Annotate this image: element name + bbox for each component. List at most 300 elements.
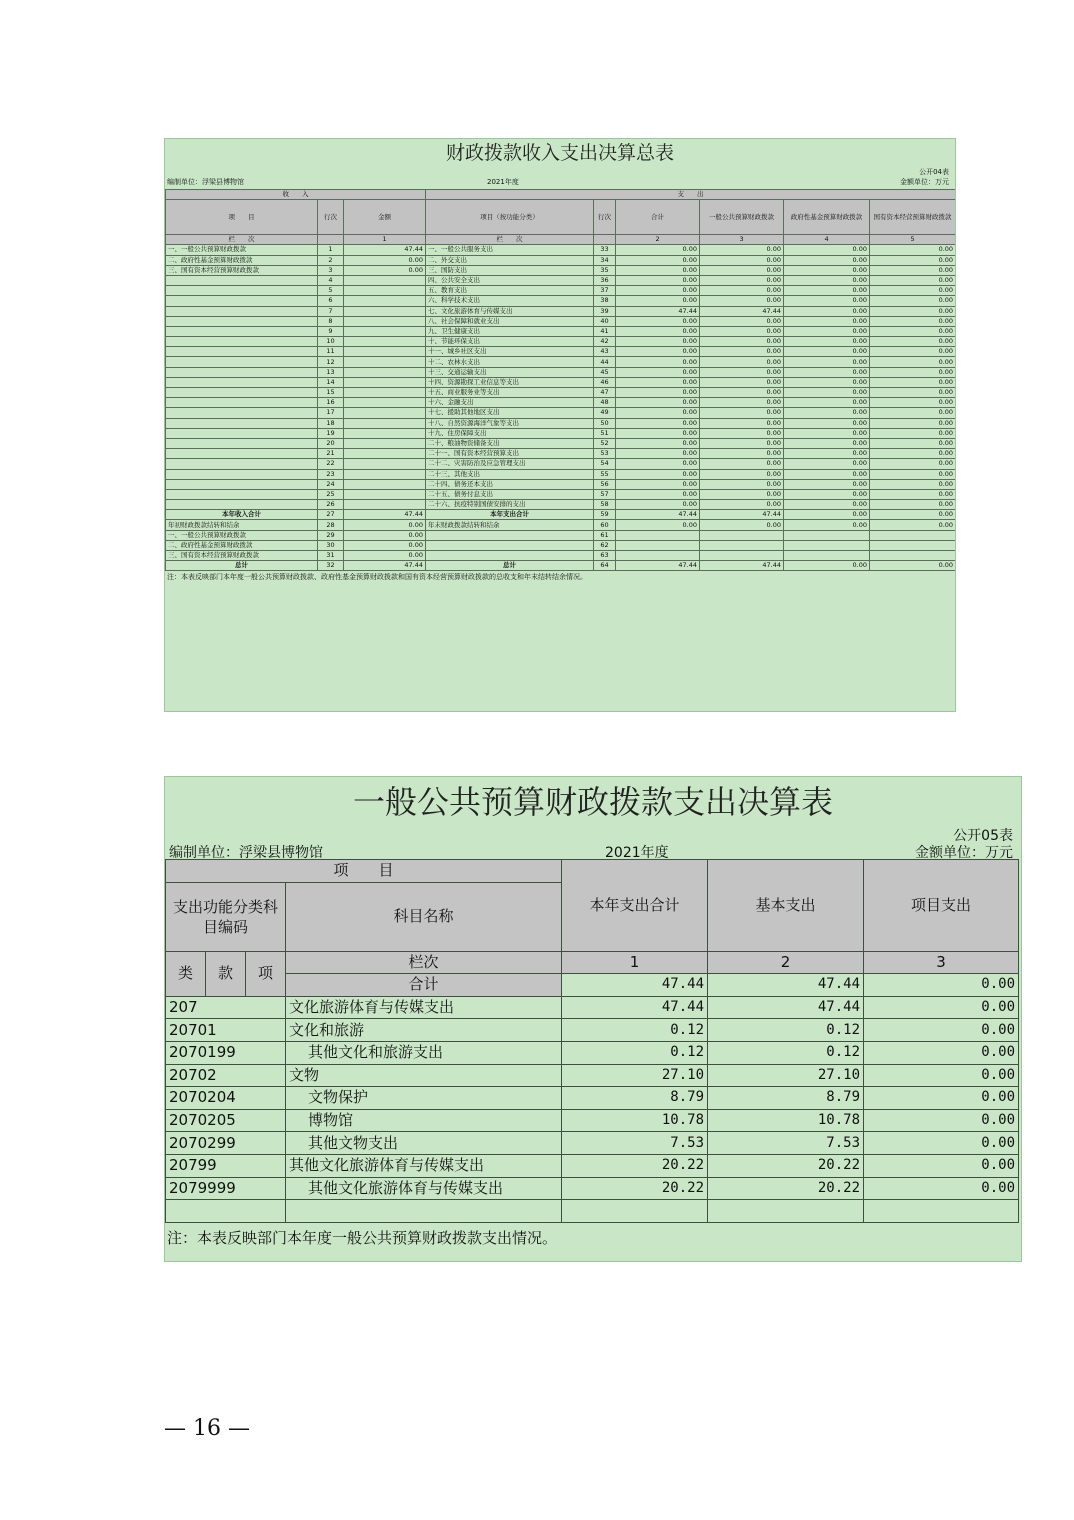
table1-cell-expense-fund <box>784 530 870 540</box>
table1-cell-expense-state: 0.00 <box>870 510 956 520</box>
table1-cell-income-amount: 0.00 <box>344 265 426 275</box>
table1-cell-expense-fund: 0.00 <box>784 438 870 448</box>
table1-cell-expense-total: 0.00 <box>616 337 700 347</box>
table1-cell-income-amount <box>344 275 426 285</box>
table1-cell-expense-item: 三、国防支出 <box>426 265 594 275</box>
table2-sum-total: 47.44 <box>562 974 708 997</box>
table2-cell-total: 20.22 <box>562 1154 708 1177</box>
table1-cell-expense-general: 0.00 <box>700 449 784 459</box>
table1-row <box>166 438 956 448</box>
table1-total-header: 合计 <box>616 200 700 235</box>
table2-cell-project: 0.00 <box>864 1087 1019 1110</box>
table1-row <box>166 265 956 275</box>
table1-row <box>166 357 956 367</box>
table1-row <box>166 469 956 479</box>
table1-cell-expense-fund: 0.00 <box>784 428 870 438</box>
table1-cell-expense-item: 七、文化旅游体育与传媒支出 <box>426 306 594 316</box>
table2-col-row <box>166 951 1019 974</box>
table1-cell-income-amount <box>344 296 426 306</box>
table2-cell-name: 博物馆 <box>286 1109 562 1132</box>
table1-cell-expense-item: 十五、商业服务业等支出 <box>426 388 594 398</box>
table1-row <box>166 388 956 398</box>
table1-cell-expense-line: 38 <box>594 296 616 306</box>
table1-item-header: 项 目 <box>166 200 318 235</box>
table2-cell-basic: 0.12 <box>708 1019 864 1042</box>
table1-cell-expense-total: 0.00 <box>616 245 700 255</box>
table1-cell-expense-item: 二十、粮油物资储备支出 <box>426 438 594 448</box>
table1-cell-expense-general <box>700 540 784 550</box>
table2-amount-unit: 金额单位：万元 <box>915 845 1013 861</box>
table1-cell-income-item <box>166 306 318 316</box>
table1-cell-income-amount <box>344 438 426 448</box>
table2-cell-total: 47.44 <box>562 996 708 1019</box>
table1-cell-expense-general: 0.00 <box>700 459 784 469</box>
table1-cell-expense-general: 0.00 <box>700 265 784 275</box>
table2-cell-project: 0.00 <box>864 1154 1019 1177</box>
table1-row <box>166 316 956 326</box>
table1-meta <box>165 167 955 189</box>
table1-cell-expense-item: 二十六、抗疫特别国债安排的支出 <box>426 500 594 510</box>
table2-cell-total: 27.10 <box>562 1064 708 1087</box>
table2-cell-basic: 0.12 <box>708 1041 864 1064</box>
table1-expense-header: 支 出 <box>426 190 956 200</box>
table1-cell-expense-line: 49 <box>594 408 616 418</box>
table1-cell-expense-total: 0.00 <box>616 459 700 469</box>
table1-row <box>166 459 956 469</box>
table1-state-header: 国有资本经营预算财政拨款 <box>870 200 956 235</box>
table2-cell-name: 文化旅游体育与传媒支出 <box>286 996 562 1019</box>
table1-cell-expense-general: 0.00 <box>700 347 784 357</box>
table1-cell-expense-line: 52 <box>594 438 616 448</box>
table1-cell-expense-state: 0.00 <box>870 438 956 448</box>
table1-cell-expense-general: 0.00 <box>700 316 784 326</box>
table1-amount-header: 金额 <box>344 200 426 235</box>
table1-cell-income-item <box>166 367 318 377</box>
table2-cell-code: 20702 <box>166 1064 286 1087</box>
table1-cell-expense-line: 58 <box>594 500 616 510</box>
table1-cell-income-item <box>166 377 318 387</box>
table1-cell-expense-item: 二十一、国有资本经营预算支出 <box>426 449 594 459</box>
table1-row <box>166 255 956 265</box>
table1-cell-expense-total: 0.00 <box>616 520 700 530</box>
table1-cell-expense-fund: 0.00 <box>784 316 870 326</box>
table1-cell-expense-state <box>870 540 956 550</box>
table2-cell-name: 文物保护 <box>286 1087 562 1110</box>
table1-col-num: 3 <box>700 235 784 245</box>
table1-cell-expense-state: 0.00 <box>870 428 956 438</box>
table2-cell-blank <box>286 1200 562 1223</box>
table1-cell-expense-fund: 0.00 <box>784 296 870 306</box>
table1-cell-income-item <box>166 357 318 367</box>
table1-cell-expense-total: 0.00 <box>616 388 700 398</box>
table1-cell-income-item <box>166 286 318 296</box>
table1-cell-income-item <box>166 489 318 499</box>
table1-cell-income-item <box>166 479 318 489</box>
table1-cell-expense-total: 47.44 <box>616 306 700 316</box>
table1-cell-expense-item: 十二、农林水支出 <box>426 357 594 367</box>
table2-row <box>166 1109 1019 1132</box>
table1-cell-expense-line: 36 <box>594 275 616 285</box>
table1-cell-expense-item: 十三、交通运输支出 <box>426 367 594 377</box>
table1-cell-expense-state: 0.00 <box>870 296 956 306</box>
table1-cell-income-line: 15 <box>318 388 344 398</box>
table1-cell-income-line: 13 <box>318 367 344 377</box>
table1-cell-expense-fund: 0.00 <box>784 255 870 265</box>
table1-cell-expense-total: 47.44 <box>616 510 700 520</box>
table1-form-code: 公开04表 <box>919 168 949 176</box>
table2-header-row-1 <box>166 860 1019 883</box>
table1-cell-income-line: 21 <box>318 449 344 459</box>
table1-cell-income-amount: 0.00 <box>344 551 426 561</box>
table1-row <box>166 489 956 499</box>
table1-cell-expense-general: 0.00 <box>700 479 784 489</box>
table1-row <box>166 530 956 540</box>
table1-cell-income-amount <box>344 500 426 510</box>
table1-cell-expense-item: 二、外交支出 <box>426 255 594 265</box>
table1-row <box>166 398 956 408</box>
table1-row <box>166 561 956 571</box>
table1-cell-income-line: 17 <box>318 408 344 418</box>
table2-cell-code: 2079999 <box>166 1177 286 1200</box>
table1-cell-income-item <box>166 459 318 469</box>
table1-cell-expense-general: 0.00 <box>700 489 784 499</box>
table1-cell-income-line: 23 <box>318 469 344 479</box>
table1-cell-expense-item: 年末财政拨款结转和结余 <box>426 520 594 530</box>
table1-cell-expense-general: 47.44 <box>700 306 784 316</box>
table1-cell-expense-line: 44 <box>594 357 616 367</box>
table1-header-row-1 <box>166 190 956 200</box>
table1-cell-expense-state: 0.00 <box>870 286 956 296</box>
table1-cell-income-item <box>166 469 318 479</box>
table2-sum-basic: 47.44 <box>708 974 864 997</box>
table1-cell-income-item: 一、一般公共预算财政拨款 <box>166 245 318 255</box>
table1-cell-income-item <box>166 418 318 428</box>
table1-cell-expense-state: 0.00 <box>870 408 956 418</box>
table1-cell-expense-line: 41 <box>594 326 616 336</box>
table1-cell-income-item: 年初财政拨款结转和结余 <box>166 520 318 530</box>
table1-cell-expense-fund: 0.00 <box>784 510 870 520</box>
table1-cell-expense-item: 十一、城乡社区支出 <box>426 347 594 357</box>
table1-cell-income-line: 14 <box>318 377 344 387</box>
table1-col-num: 2 <box>616 235 700 245</box>
table1-cell-income-item: 三、国有资本经营预算财政拨款 <box>166 265 318 275</box>
table2-cell-basic: 20.22 <box>708 1177 864 1200</box>
table1-cell-income-line: 27 <box>318 510 344 520</box>
table1-cell-expense-general: 0.00 <box>700 500 784 510</box>
table1-line-header-2: 行次 <box>594 200 616 235</box>
table2-row <box>166 1177 1019 1200</box>
table1-cell-expense-state <box>870 551 956 561</box>
table1-cell-expense-total: 0.00 <box>616 398 700 408</box>
table1-cell-expense-line: 63 <box>594 551 616 561</box>
table1-cell-income-line: 19 <box>318 428 344 438</box>
table1-cell-expense-state: 0.00 <box>870 398 956 408</box>
table1-cell-income-amount <box>344 357 426 367</box>
table1-row <box>166 540 956 550</box>
table1-cell-expense-fund: 0.00 <box>784 286 870 296</box>
table1-cell-income-item: 三、国有资本经营预算财政拨款 <box>166 551 318 561</box>
table2-cell-project: 0.00 <box>864 1177 1019 1200</box>
table1-cell-expense-state: 0.00 <box>870 337 956 347</box>
table1-cell-income-item: 总计 <box>166 561 318 571</box>
table2-row <box>166 1041 1019 1064</box>
table1-cell-income-line: 31 <box>318 551 344 561</box>
table1-cell-income-item <box>166 428 318 438</box>
table1-cell-expense-general: 0.00 <box>700 418 784 428</box>
table1-cell-expense-line: 48 <box>594 398 616 408</box>
table1-cell-expense-total: 0.00 <box>616 255 700 265</box>
table1-cell-expense-general: 0.00 <box>700 326 784 336</box>
table1-cell-expense-state: 0.00 <box>870 459 956 469</box>
table1-cell-expense-line: 60 <box>594 520 616 530</box>
table1-cell-income-amount: 47.44 <box>344 561 426 571</box>
table1-cell-expense-line: 59 <box>594 510 616 520</box>
table1-cell-expense-total: 0.00 <box>616 347 700 357</box>
table1-row <box>166 408 956 418</box>
table1-cell-income-amount <box>344 326 426 336</box>
table1-cell-expense-total: 0.00 <box>616 326 700 336</box>
table2-cell-blank <box>864 1200 1019 1223</box>
table2-lei-header: 类 <box>166 951 206 996</box>
table1-cell-expense-line: 54 <box>594 459 616 469</box>
table1-cell-expense-state: 0.00 <box>870 275 956 285</box>
table1-cell-expense-general: 0.00 <box>700 255 784 265</box>
table1-cell-income-amount: 0.00 <box>344 255 426 265</box>
table1-cell-expense-general: 0.00 <box>700 357 784 367</box>
table1-cell-income-line: 4 <box>318 275 344 285</box>
table2-col-num: 3 <box>864 951 1019 974</box>
table1-cell-income-amount <box>344 377 426 387</box>
table1-cell-expense-general: 0.00 <box>700 438 784 448</box>
table1-cell-income-item <box>166 337 318 347</box>
table1-row <box>166 286 956 296</box>
table1-cell-income-line: 22 <box>318 459 344 469</box>
table2-cell-project: 0.00 <box>864 1019 1019 1042</box>
table1-cell-income-amount <box>344 479 426 489</box>
table1-cell-income-line: 18 <box>318 418 344 428</box>
table1-row <box>166 296 956 306</box>
table1-year: 2021年度 <box>487 178 519 186</box>
table1-cell-income-amount <box>344 306 426 316</box>
table1-cell-income-amount: 0.00 <box>344 530 426 540</box>
table1-cell-expense-line: 40 <box>594 316 616 326</box>
table1-cell-income-item <box>166 316 318 326</box>
table1-cell-expense-item: 二十五、债务付息支出 <box>426 489 594 499</box>
table2-meta <box>165 825 1021 859</box>
table1-cell-income-item <box>166 296 318 306</box>
table1-cell-expense-total: 0.00 <box>616 357 700 367</box>
table1-col-empty <box>318 235 344 245</box>
table1-cell-income-item <box>166 388 318 398</box>
table2-cell-blank <box>166 1200 286 1223</box>
table2-row <box>166 1154 1019 1177</box>
table1-row <box>166 337 956 347</box>
table1-cell-income-line: 3 <box>318 265 344 275</box>
table1-cell-expense-state: 0.00 <box>870 265 956 275</box>
table1-cell-income-amount <box>344 347 426 357</box>
table1-cell-expense-state: 0.00 <box>870 255 956 265</box>
table1-cell-expense-fund: 0.00 <box>784 561 870 571</box>
table1-cell-expense-state: 0.00 <box>870 520 956 530</box>
table1-cell-expense-item: 总计 <box>426 561 594 571</box>
table1-cell-expense-fund: 0.00 <box>784 337 870 347</box>
table2-item-header: 项 目 <box>166 860 562 883</box>
table2-total-header: 本年支出合计 <box>562 860 708 952</box>
table1-header-row-2 <box>166 200 956 235</box>
table1-cell-income-item <box>166 347 318 357</box>
table1-cell-expense-total: 0.00 <box>616 286 700 296</box>
table1-cell-expense-state: 0.00 <box>870 326 956 336</box>
table2-title: 一般公共预算财政拨款支出决算表 <box>352 783 833 821</box>
table2-cell-name: 其他文化和旅游支出 <box>286 1041 562 1064</box>
table2-cell-blank <box>562 1200 708 1223</box>
table1-cell-expense-state: 0.00 <box>870 479 956 489</box>
table1-cell-income-amount: 47.44 <box>344 245 426 255</box>
table1-cell-income-amount <box>344 408 426 418</box>
table1-cell-income-line: 25 <box>318 489 344 499</box>
table2-cell-project: 0.00 <box>864 1132 1019 1155</box>
table2-grid <box>165 859 1019 1223</box>
table2-name-header: 科目名称 <box>286 882 562 951</box>
table2-sum-project: 0.00 <box>864 974 1019 997</box>
table1-cell-expense-line: 46 <box>594 377 616 387</box>
table1-cell-income-item: 二、政府性基金预算财政拨款 <box>166 540 318 550</box>
table1-row <box>166 551 956 561</box>
table1-cell-expense-state: 0.00 <box>870 367 956 377</box>
table1-row <box>166 428 956 438</box>
table1-cell-expense-state: 0.00 <box>870 316 956 326</box>
table1-cell-income-line: 29 <box>318 530 344 540</box>
table1-cell-expense-line: 34 <box>594 255 616 265</box>
table1-cell-expense-total: 0.00 <box>616 296 700 306</box>
page-number: — 16 — <box>164 1416 250 1441</box>
table1-cell-expense-item: 六、科学技术支出 <box>426 296 594 306</box>
table2-col-num: 1 <box>562 951 708 974</box>
table1-cell-expense-line: 43 <box>594 347 616 357</box>
table1-cell-expense-general: 47.44 <box>700 510 784 520</box>
table1-cell-expense-fund: 0.00 <box>784 275 870 285</box>
table1-cell-expense-line: 39 <box>594 306 616 316</box>
table1-fund-header: 政府性基金预算财政拨款 <box>784 200 870 235</box>
table1-col-num: 5 <box>870 235 956 245</box>
table1-cell-expense-general: 0.00 <box>700 286 784 296</box>
table1-col-num: 1 <box>344 235 426 245</box>
table1-cell-income-line: 32 <box>318 561 344 571</box>
table1-cell-expense-fund: 0.00 <box>784 469 870 479</box>
table1-row <box>166 418 956 428</box>
table1-cell-income-amount <box>344 428 426 438</box>
table1-cell-expense-general: 47.44 <box>700 561 784 571</box>
table1-cell-expense-fund: 0.00 <box>784 265 870 275</box>
general-budget-sheet <box>164 776 1022 1262</box>
table2-form-code: 公开05表 <box>953 828 1013 844</box>
table1-col-label: 栏 次 <box>166 235 318 245</box>
table1-cell-expense-item: 一、一般公共服务支出 <box>426 245 594 255</box>
table1-cell-expense-fund: 0.00 <box>784 347 870 357</box>
table2-cell-code: 207 <box>166 996 286 1019</box>
table1-cell-income-line: 24 <box>318 479 344 489</box>
table2-cell-basic: 20.22 <box>708 1154 864 1177</box>
table2-cell-total: 0.12 <box>562 1041 708 1064</box>
table1-cell-income-item <box>166 398 318 408</box>
table1-cell-income-amount <box>344 286 426 296</box>
table1-cell-income-line: 30 <box>318 540 344 550</box>
table1-cell-income-line: 8 <box>318 316 344 326</box>
table1-cell-expense-line: 61 <box>594 530 616 540</box>
table1-row <box>166 245 956 255</box>
table1-cell-income-item <box>166 326 318 336</box>
table2-sum-label: 合计 <box>286 974 562 997</box>
table1-col-label-2: 栏 次 <box>426 235 594 245</box>
table1-row <box>166 326 956 336</box>
table1-title: 财政拨款收入支出决算总表 <box>445 142 674 164</box>
table1-cell-expense-item: 九、卫生健康支出 <box>426 326 594 336</box>
table2-cell-basic: 27.10 <box>708 1064 864 1087</box>
table2-cell-code: 20701 <box>166 1019 286 1042</box>
table1-cell-expense-fund: 0.00 <box>784 377 870 387</box>
table1-row <box>166 367 956 377</box>
table1-cell-expense-general <box>700 551 784 561</box>
table1-cell-expense-general: 0.00 <box>700 367 784 377</box>
table1-cell-expense-item <box>426 530 594 540</box>
table1-cell-income-item <box>166 500 318 510</box>
table1-cell-expense-fund: 0.00 <box>784 398 870 408</box>
table1-cell-income-item <box>166 449 318 459</box>
table1-cell-expense-total: 0.00 <box>616 316 700 326</box>
table1-cell-expense-fund: 0.00 <box>784 408 870 418</box>
table1-unit-label: 编制单位：浮梁县博物馆 <box>167 178 244 186</box>
table2-cell-basic: 7.53 <box>708 1132 864 1155</box>
table1-cell-expense-total: 0.00 <box>616 408 700 418</box>
table1-cell-expense-total: 0.00 <box>616 275 700 285</box>
table2-cell-project: 0.00 <box>864 1109 1019 1132</box>
table1-cell-expense-line: 51 <box>594 428 616 438</box>
table2-cell-blank <box>708 1200 864 1223</box>
table1-cell-expense-total: 0.00 <box>616 438 700 448</box>
table1-cell-income-amount <box>344 398 426 408</box>
table2-cell-name: 文化和旅游 <box>286 1019 562 1042</box>
table1-cell-expense-item: 四、公共安全支出 <box>426 275 594 285</box>
table1-general-header: 一般公共预算财政拨款 <box>700 200 784 235</box>
table2-cell-code: 20799 <box>166 1154 286 1177</box>
table1-cell-expense-fund: 0.00 <box>784 449 870 459</box>
table1-cell-expense-state: 0.00 <box>870 357 956 367</box>
table2-sum-row <box>166 974 1019 997</box>
table2-cell-total: 10.78 <box>562 1109 708 1132</box>
table1-cell-expense-total: 0.00 <box>616 367 700 377</box>
table1-cell-income-amount <box>344 388 426 398</box>
table1-cell-expense-state: 0.00 <box>870 500 956 510</box>
table1-cell-expense-fund: 0.00 <box>784 459 870 469</box>
table1-row <box>166 449 956 459</box>
table1-cell-expense-line: 55 <box>594 469 616 479</box>
table2-row <box>166 1132 1019 1155</box>
table1-row <box>166 479 956 489</box>
table2-cell-basic: 47.44 <box>708 996 864 1019</box>
table1-line-header: 行次 <box>318 200 344 235</box>
table2-cell-name: 文物 <box>286 1064 562 1087</box>
table1-cell-expense-item: 二十四、债务还本支出 <box>426 479 594 489</box>
table1-cell-expense-fund: 0.00 <box>784 367 870 377</box>
table1-cell-expense-line: 35 <box>594 265 616 275</box>
table1-cell-income-amount <box>344 316 426 326</box>
table2-cell-basic: 8.79 <box>708 1087 864 1110</box>
table1-cell-income-amount <box>344 337 426 347</box>
table1-cell-expense-fund: 0.00 <box>784 520 870 530</box>
table2-cell-code: 2070199 <box>166 1041 286 1064</box>
table1-cell-expense-total: 0.00 <box>616 418 700 428</box>
table1-cell-income-item <box>166 438 318 448</box>
